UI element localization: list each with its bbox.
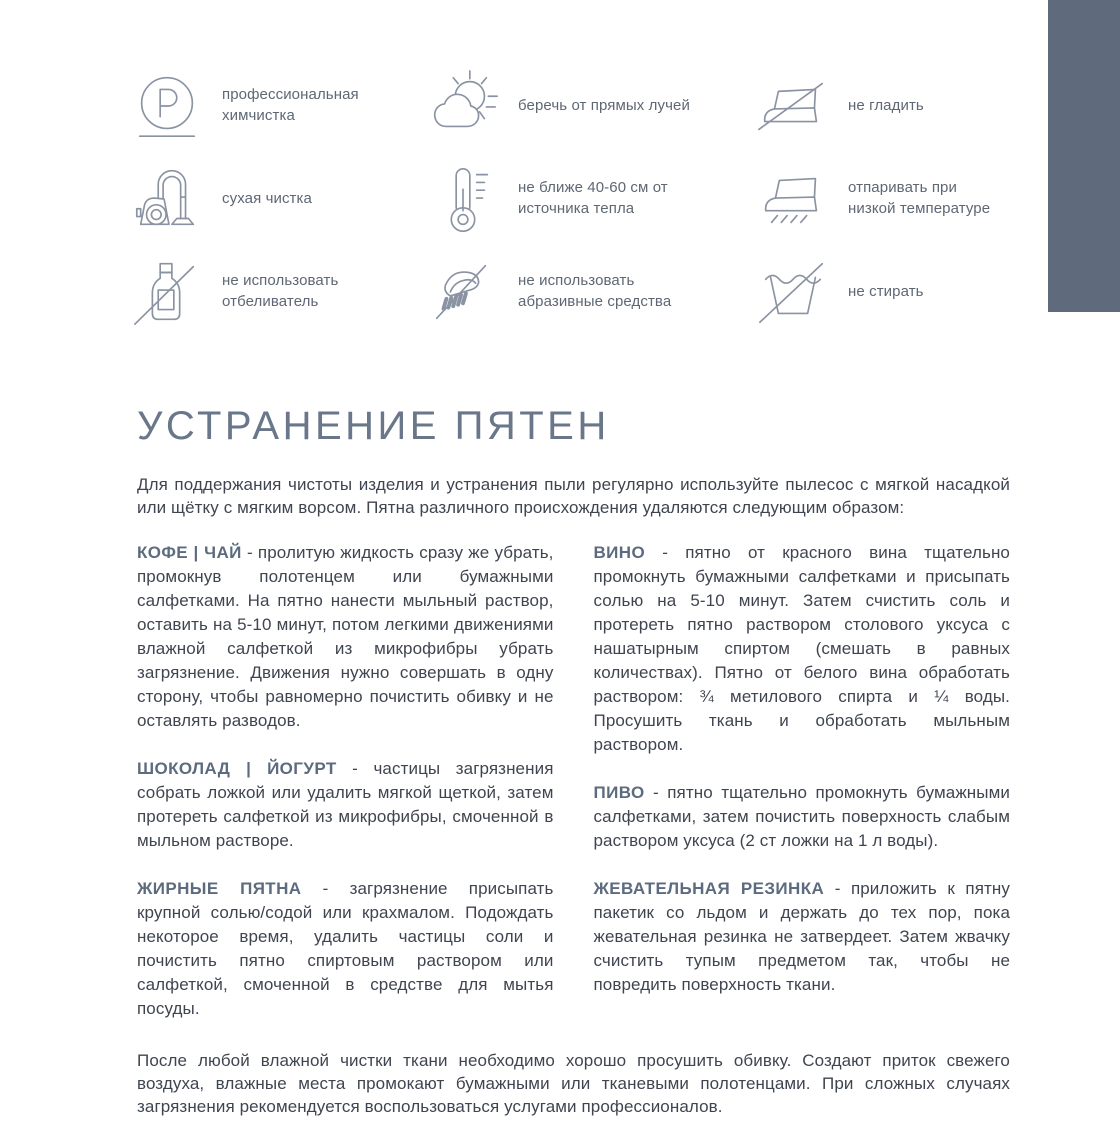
care-symbol-label: не стирать <box>848 282 924 300</box>
care-symbol-label: отпаривать при низкой температуре <box>848 179 991 217</box>
no-iron-icon <box>754 67 832 145</box>
stain-text: - пятно тщательно промокнуть бумажными салфетками, затем почистить поверхность слабым раствором уксуса (2 ст ложки на 1 л воды). <box>593 783 1010 850</box>
stain-term: ЖЕВАТЕЛЬНАЯ РЕЗИНКА <box>593 879 825 898</box>
accent-bar <box>1048 0 1120 312</box>
care-symbol-label: не ближе 40-60 см от источника тепла <box>518 179 668 217</box>
stain-block-beer <box>594 781 1011 853</box>
stain-term: ШОКОЛАД | ЙОГУРТ <box>137 759 337 778</box>
care-symbol-steam-iron <box>754 159 1000 239</box>
stain-text: - пятно от красного вина тщательно промокнуть бумажными салфетками и присыпать солью на 5-10 минут. Затем счистить соль и протереть пятно раствором столового уксуса с нашатырным спиртом (смешать в равных количествах). Пятно от белого вина обработать раствором: ¾ метилового спирта и ¼ воды. Просушить ткань и обработать мыльным раствором. <box>593 543 1010 754</box>
stain-block-grease <box>137 877 554 1021</box>
care-symbol-heat-distance <box>424 159 754 239</box>
sun-cloud-icon <box>424 67 502 145</box>
care-symbol-label: не использовать отбеливатель <box>222 272 339 310</box>
stain-term: ВИНО <box>593 543 646 562</box>
page-title: УСТРАНЕНИЕ ПЯТЕН <box>137 404 610 448</box>
stain-text: - пролитую жидкость сразу же убрать, промокнув полотенцем или бумажными салфетками. На пятно нанести мыльный раствор, оставить на 5-10 минут, потом легкими движениями влажной салфеткой из микрофибры убрать загрязнение. Движения нужно совершать в одну сторону, чтобы равномерно почистить обивку и не оставлять разводов. <box>137 543 554 730</box>
stain-term: ЖИРНЫЕ ПЯТНА <box>137 879 302 898</box>
stain-column-right <box>594 541 1011 1045</box>
care-symbol-label: сухая чистка <box>222 189 312 207</box>
no-wash-icon <box>754 253 832 331</box>
care-symbol-label: не гладить <box>848 96 924 114</box>
stain-column-left <box>137 541 554 1045</box>
stain-text: - приложить к пятну пакетик со льдом и держать до тех пор, пока жевательная резинка не затвердеет. Затем жвачку счистить тупым предметом так, чтобы не повредить поверхность ткани. <box>593 879 1010 994</box>
no-bleach-icon <box>128 253 206 331</box>
stain-block-coffee-tea <box>137 541 554 733</box>
care-symbol-dry-clean <box>128 66 424 146</box>
care-symbol-label: беречь от прямых лучей <box>518 96 690 114</box>
stain-removal-section <box>0 404 1120 1118</box>
stain-columns <box>137 541 1010 1045</box>
dry-clean-p-icon <box>128 67 206 145</box>
outro-paragraph: После любой влажной чистки ткани необходимо хорошо просушить обивку. Создают приток свежего воздуха, влажные места промокают бумажными или тканевыми полотенцами. При сложных случаях загрязнения рекомендуется воспользоваться услугами профессионалов. <box>137 1051 1010 1116</box>
intro-paragraph: Для поддержания чистоты изделия и устранения пыли регулярно используйте пылесос с мягкой насадкой или щётку с мягким ворсом. Пятна различного происхождения удаляются следующим образом: <box>137 475 1010 517</box>
care-symbol-vacuum <box>128 159 424 239</box>
stain-text: - частицы загрязнения собрать ложкой или удалить мягкой щеткой, затем протереть салфеткой из микрофибры, смоченной в мыльном растворе. <box>137 759 554 850</box>
care-symbols-grid <box>0 0 1120 332</box>
stain-block-wine <box>594 541 1011 757</box>
stain-term: КОФЕ | ЧАЙ <box>137 543 242 562</box>
stain-block-chocolate-yogurt <box>137 757 554 853</box>
vacuum-icon <box>128 160 206 238</box>
care-symbol-label: профессиональная химчистка <box>222 86 359 124</box>
stain-text: - загрязнение присыпать крупной солью/содой или крахмалом. Подождать некоторое время, удалить частицы соли и почистить пятно спиртовым раствором или салфеткой, смоченной в средстве для мытья посуды. <box>137 879 554 1018</box>
care-symbol-no-iron <box>754 66 1000 146</box>
thermometer-icon <box>424 160 502 238</box>
care-symbol-no-wash <box>754 252 1000 332</box>
stain-block-chewing-gum <box>594 877 1011 997</box>
care-symbol-no-abrasive <box>424 252 754 332</box>
stain-term: ПИВО <box>593 783 645 802</box>
care-symbol-sun <box>424 66 754 146</box>
steam-iron-icon <box>754 160 832 238</box>
care-symbol-no-bleach <box>128 252 424 332</box>
care-symbol-label: не использовать абразивные средства <box>518 272 672 310</box>
no-abrasive-icon <box>424 253 502 331</box>
